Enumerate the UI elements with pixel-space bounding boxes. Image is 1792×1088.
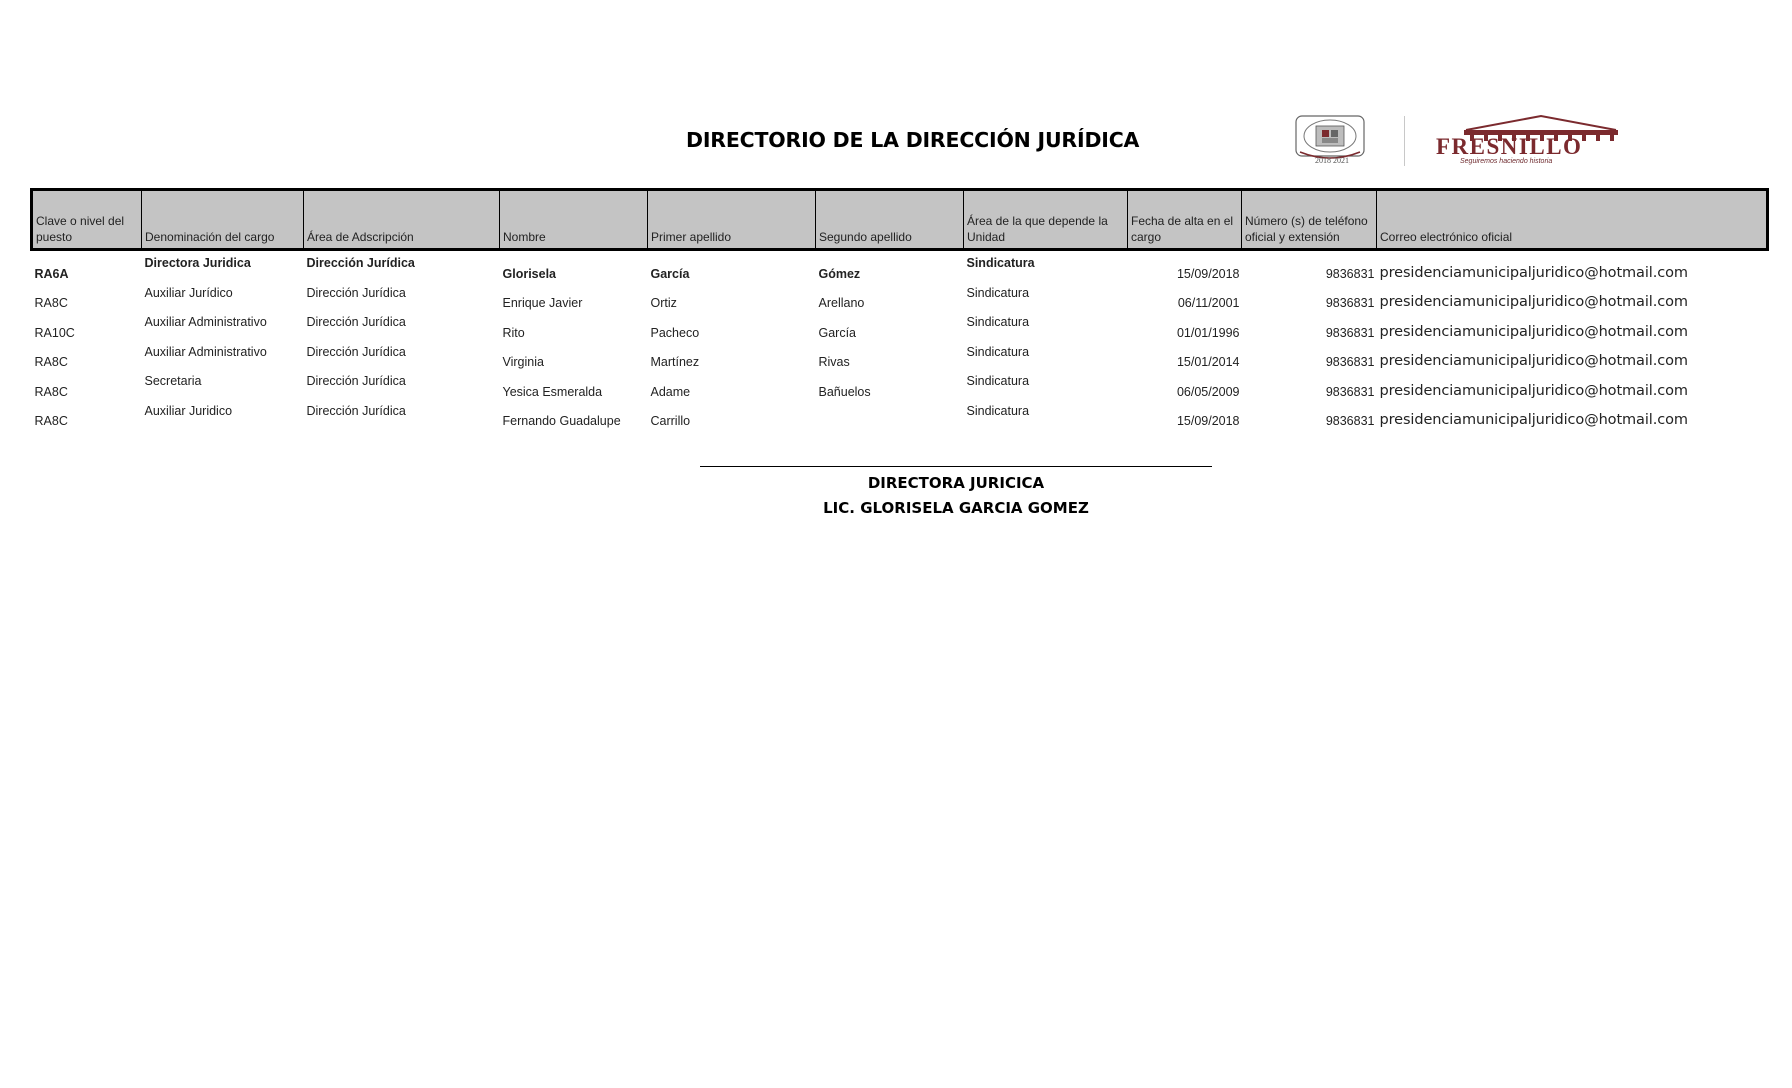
table-row (32, 399, 1768, 429)
cell-primer-apellido: García (650, 266, 690, 281)
header-correo: Correo electrónico oficial (1377, 190, 1768, 250)
cell-nombre: Rito (502, 325, 525, 340)
cell-area-adscripcion: Dirección Jurídica (306, 374, 406, 388)
cell-correo: presidenciamunicipaljuridico@hotmail.com (1379, 382, 1688, 399)
cell-primer-apellido: Pacheco (650, 325, 700, 340)
header-primer-apellido: Primer apellido (648, 190, 816, 250)
logo-divider (1404, 116, 1405, 166)
cell-fecha-alta: 15/01/2014 (1176, 355, 1240, 369)
cell-segundo-apellido (816, 399, 964, 429)
cell-primer-apellido: Carrillo (650, 414, 691, 428)
cell-area-depende: Sindicatura (966, 256, 1035, 270)
cell-nombre: Glorisela (502, 266, 556, 281)
table-row (32, 281, 1768, 311)
cell-area-adscripcion: Dirección Jurídica (306, 344, 406, 359)
header-logos (1286, 110, 1646, 170)
cell-fecha-alta: 06/11/2001 (1177, 296, 1240, 310)
cell-fecha-alta: 15/09/2018 (1176, 266, 1240, 281)
cell-nombre: Enrique Javier (502, 296, 583, 310)
cell-fecha-alta: 01/01/1996 (1176, 325, 1240, 340)
seal-years: 2018 2021 (1315, 156, 1349, 165)
cell-area-depende: Sindicatura (966, 403, 1030, 418)
cell-clave: RA8C (34, 355, 68, 369)
header-area-adscripcion: Área de Adscripción (304, 190, 500, 250)
cell-area-adscripcion: Dirección Jurídica (306, 315, 406, 329)
cell-telefono: 9836831 (1325, 296, 1375, 310)
cell-primer-apellido: Ortiz (650, 296, 677, 310)
cell-denominacion: Auxiliar Jurídico (144, 285, 233, 300)
cell-telefono: 9836831 (1325, 414, 1375, 428)
cell-telefono: 9836831 (1325, 384, 1375, 399)
cell-area-depende: Sindicatura (966, 374, 1030, 388)
cell-area-adscripcion: Dirección Jurídica (306, 256, 415, 270)
cell-correo: presidenciamunicipaljuridico@hotmail.com (1379, 294, 1688, 310)
cell-correo: presidenciamunicipaljuridico@hotmail.com (1379, 353, 1688, 369)
cell-clave: RA8C (34, 414, 68, 428)
cell-segundo-apellido: Rivas (818, 355, 850, 369)
document-title: DIRECTORIO DE LA DIRECCIÓN JURÍDICA (686, 128, 1140, 152)
cell-clave: RA8C (34, 296, 68, 310)
table-header-row (32, 190, 1768, 250)
fresnillo-tagline: Seguiremos haciendo historia (1460, 158, 1553, 165)
cell-telefono: 9836831 (1325, 266, 1375, 281)
cell-clave: RA6A (34, 266, 69, 281)
header-clave: Clave o nivel del puesto (32, 190, 142, 250)
table-row (32, 369, 1768, 399)
signature-name: LIC. GLORISELA GARCIA GOMEZ (823, 499, 1089, 517)
cell-denominacion: Secretaria (144, 374, 202, 388)
cell-area-depende: Sindicatura (966, 315, 1030, 329)
cell-correo: presidenciamunicipaljuridico@hotmail.com (1379, 412, 1688, 428)
cell-area-depende: Sindicatura (966, 285, 1030, 300)
cell-primer-apellido: Martínez (650, 355, 700, 369)
table-row (32, 340, 1768, 370)
table-row (32, 250, 1768, 281)
cell-denominacion: Directora Juridica (144, 256, 251, 270)
cell-denominacion: Auxiliar Administrativo (144, 315, 267, 329)
cell-primer-apellido: Adame (650, 384, 691, 399)
fresnillo-wordmark: FRESNILLO (1436, 134, 1583, 159)
signature-line (700, 466, 1212, 467)
header-telefono: Número (s) de teléfono oficial y extensión (1242, 190, 1377, 250)
cell-telefono: 9836831 (1325, 325, 1375, 340)
cell-area-depende: Sindicatura (966, 344, 1030, 359)
cell-fecha-alta: 06/05/2009 (1176, 384, 1240, 399)
cell-segundo-apellido: Arellano (818, 296, 865, 310)
cell-clave: RA8C (34, 384, 68, 399)
header-denominacion: Denominación del cargo (142, 190, 304, 250)
cell-correo: presidenciamunicipaljuridico@hotmail.com (1379, 264, 1688, 281)
signature-role: DIRECTORA JURICICA (867, 474, 1045, 492)
cell-correo: presidenciamunicipaljuridico@hotmail.com (1379, 323, 1688, 340)
cell-fecha-alta: 15/09/2018 (1176, 414, 1240, 428)
cell-area-adscripcion: Dirección Jurídica (306, 403, 406, 418)
cell-segundo-apellido: Bañuelos (818, 384, 871, 399)
header-segundo-apellido: Segundo apellido (816, 190, 964, 250)
cell-nombre: Yesica Esmeralda (502, 384, 603, 399)
header-area-depende: Área de la que depende la Unidad (964, 190, 1128, 250)
cell-segundo-apellido: García (818, 325, 857, 340)
header-fecha-alta: Fecha de alta en el cargo (1128, 190, 1242, 250)
directory-table (30, 188, 1769, 428)
cell-area-adscripcion: Dirección Jurídica (306, 285, 406, 300)
cell-nombre: Virginia (502, 355, 544, 369)
cell-clave: RA10C (34, 325, 75, 340)
cell-nombre: Fernando Guadalupe (502, 414, 621, 428)
cell-denominacion: Auxiliar Juridico (144, 403, 233, 418)
table-row (32, 310, 1768, 340)
cell-denominacion: Auxiliar Administrativo (144, 344, 267, 359)
cell-telefono: 9836831 (1325, 355, 1375, 369)
header-nombre: Nombre (500, 190, 648, 250)
cell-segundo-apellido: Gómez (818, 266, 861, 281)
